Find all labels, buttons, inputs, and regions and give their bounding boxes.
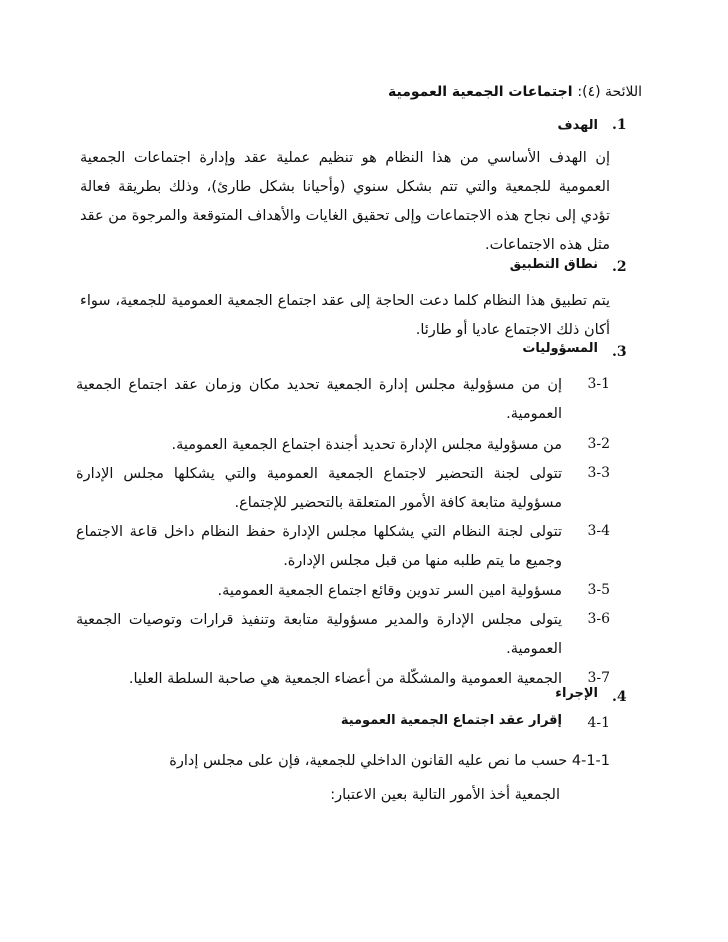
responsibility-item: إن من مسؤولية مجلس إدارة الجمعية تحديد مكان وزمان عقد اجتماع الجمعية العمومية. [76, 377, 562, 422]
responsibility-item: مسؤولية امين السر تدوين وقائع اجتماع الجمعية العمومية. [217, 583, 562, 599]
item-number: 3-6 [587, 611, 610, 627]
section-heading-responsibilities: المسؤوليات [522, 341, 598, 356]
item-number: 3-5 [587, 582, 610, 598]
procedure-paragraph [80, 744, 610, 812]
procedure-line: 4-1-1 حسب ما نص عليه القانون الداخلي للجمعية، فإن على مجلس إدارة [169, 753, 610, 769]
section-number: .2 [612, 259, 627, 275]
responsibility-item: من مسؤولية مجلس الإدارة تحديد أجندة اجتماع الجمعية العمومية. [171, 437, 562, 453]
responsibility-item: تتولى لجنة التحضير لاجتماع الجمعية العمومية والتي يشكلها مجلس الإدارة مسؤولية متابعة كافة الأمور المتعلقة بالتحضير للإجتماع. [76, 466, 562, 511]
section-number: .1 [612, 117, 627, 133]
scope-paragraph: يتم تطبيق هذا النظام كلما دعت الحاجة إلى عقد اجتماع الجمعية العمومية للجمعية، سواء أكان ذلك الاجتماع عاديا أو طارئا. [80, 293, 610, 338]
regulation-title [388, 84, 642, 100]
responsibility-item: تتولى لجنة النظام التي يشكلها مجلس الإدارة حفظ النظام داخل قاعة الاجتماع وجميع ما يتم طلبه منها من قبل مجلس الإدارة. [76, 524, 562, 569]
item-number: 4-1 [587, 715, 610, 731]
section-number: .4 [612, 689, 627, 705]
item-number: 3-4 [587, 523, 610, 539]
section-heading-objective: الهدف [557, 118, 598, 133]
regulation-number: اللائحة (٤): [577, 84, 642, 100]
item-number: 3-7 [587, 670, 610, 686]
responsibility-item: يتولى مجلس الإدارة والمدير مسؤولية متابعة وتنفيذ قرارات وتوصيات الجمعية العمومية. [76, 612, 562, 657]
item-number: 3-2 [587, 436, 610, 452]
section-number: .3 [612, 344, 627, 360]
item-number: 3-3 [587, 465, 610, 481]
procedure-item-heading: إقرار عقد اجتماع الجمعية العمومية [340, 713, 562, 728]
procedure-line: الجمعية أخذ الأمور التالية بعين الاعتبار: [330, 787, 560, 803]
section-heading-procedure: الإجراء [555, 686, 598, 701]
regulation-name: اجتماعات الجمعية العمومية [388, 84, 573, 100]
section-heading-scope: نطاق التطبيق [509, 257, 598, 272]
responsibility-item: الجمعية العمومية والمشكّلة من أعضاء الجمعية هي صاحبة السلطة العليا. [128, 671, 562, 687]
objective-paragraph: إن الهدف الأساسي من هذا النظام هو تنظيم عملية عقد وإدارة اجتماعات الجمعية العمومية للجمعية والتي تتم بشكل سنوي (وأحيانا بشكل طارئ)، وذلك بطريقة فعالة تؤدي إلى نجاح هذه الاجتماعات وإلى تحقيق الغايات والأهداف المتوقعة والمرجوة من عقد مثل هذه الاجتماعات. [80, 150, 610, 253]
item-number: 3-1 [587, 376, 610, 392]
